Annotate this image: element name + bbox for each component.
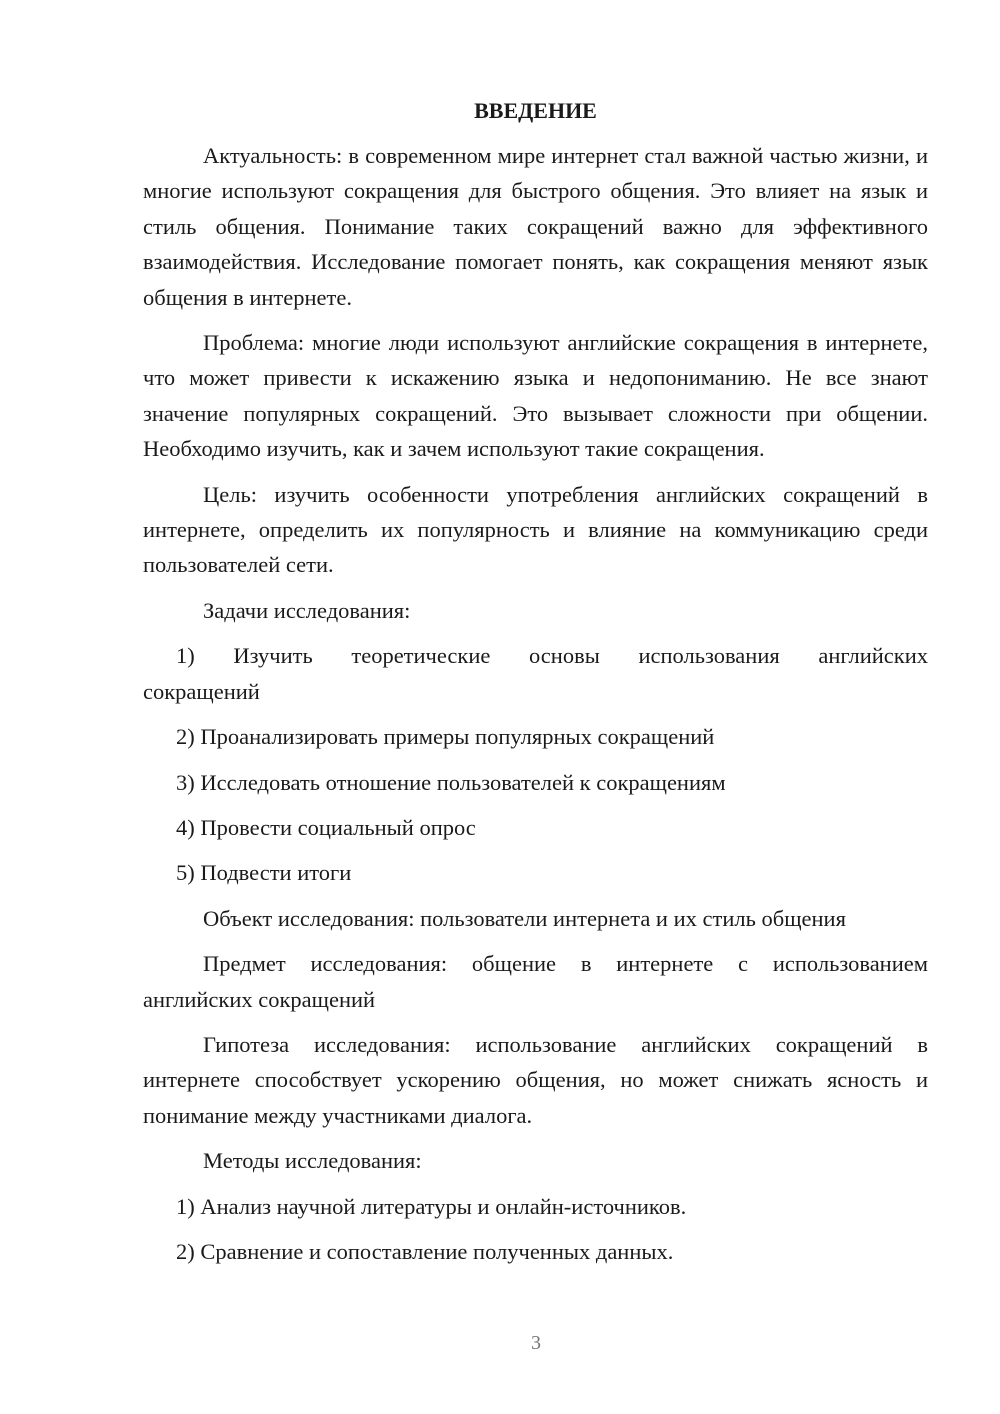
relevance-paragraph: Актуальность: в современном мире интернет стал важной частью жизни, и многие используют сокращения для быстрого общения. Это влияет на язык и стиль общения. Понимание таких сокращений важно для эффективного взаимодействия. Исследование помогает понять, как сокращения меняют язык общения в интернете.: [143, 143, 928, 310]
task-item-4: 4) Провести социальный опрос: [176, 814, 476, 840]
section-heading: ВВЕДЕНИЕ: [474, 98, 597, 123]
page-content: [143, 94, 928, 1279]
object-paragraph: Объект исследования: пользователи интернета и их стиль общения: [203, 905, 846, 931]
goal-paragraph: Цель: изучить особенности употребления английских сокращений в интернете, определить их популярность и влияние на коммуникацию среди пользователей сети.: [143, 481, 928, 578]
task-item-2: 2) Проанализировать примеры популярных сокращений: [176, 724, 715, 750]
method-item-2: 2) Сравнение и сопоставление полученных данных.: [176, 1238, 674, 1264]
hypothesis-paragraph: Гипотеза исследования: использование английских сокращений в интернете способствует ускорению общения, но может снижать ясность и понимание между участниками диалога.: [143, 1031, 928, 1128]
task-item-1-continuation: сокращений: [143, 678, 260, 704]
subject-paragraph: Предмет исследования: общение в интернете с использованием английских сокращений: [143, 951, 928, 1012]
task-item-3: 3) Исследовать отношение пользователей к сокращениям: [176, 769, 726, 795]
task-item-1-first-line: 1) Изучить теоретические основы использования английских: [176, 643, 928, 669]
methods-title: Методы исследования:: [203, 1148, 422, 1174]
task-item-5: 5) Подвести итоги: [176, 860, 352, 886]
page-number: 3: [531, 1332, 541, 1354]
method-item-1: 1) Анализ научной литературы и онлайн-источников.: [176, 1193, 687, 1219]
problem-paragraph: Проблема: многие люди используют английские сокращения в интернете, что может привести к искажению языка и недопониманию. Не все знают значение популярных сокращений. Это вызывает сложности при общении. Необходимо изучить, как и зачем используют такие сокращения.: [143, 330, 928, 462]
task-item-1: [143, 638, 928, 709]
tasks-title: Задачи исследования:: [203, 597, 411, 623]
